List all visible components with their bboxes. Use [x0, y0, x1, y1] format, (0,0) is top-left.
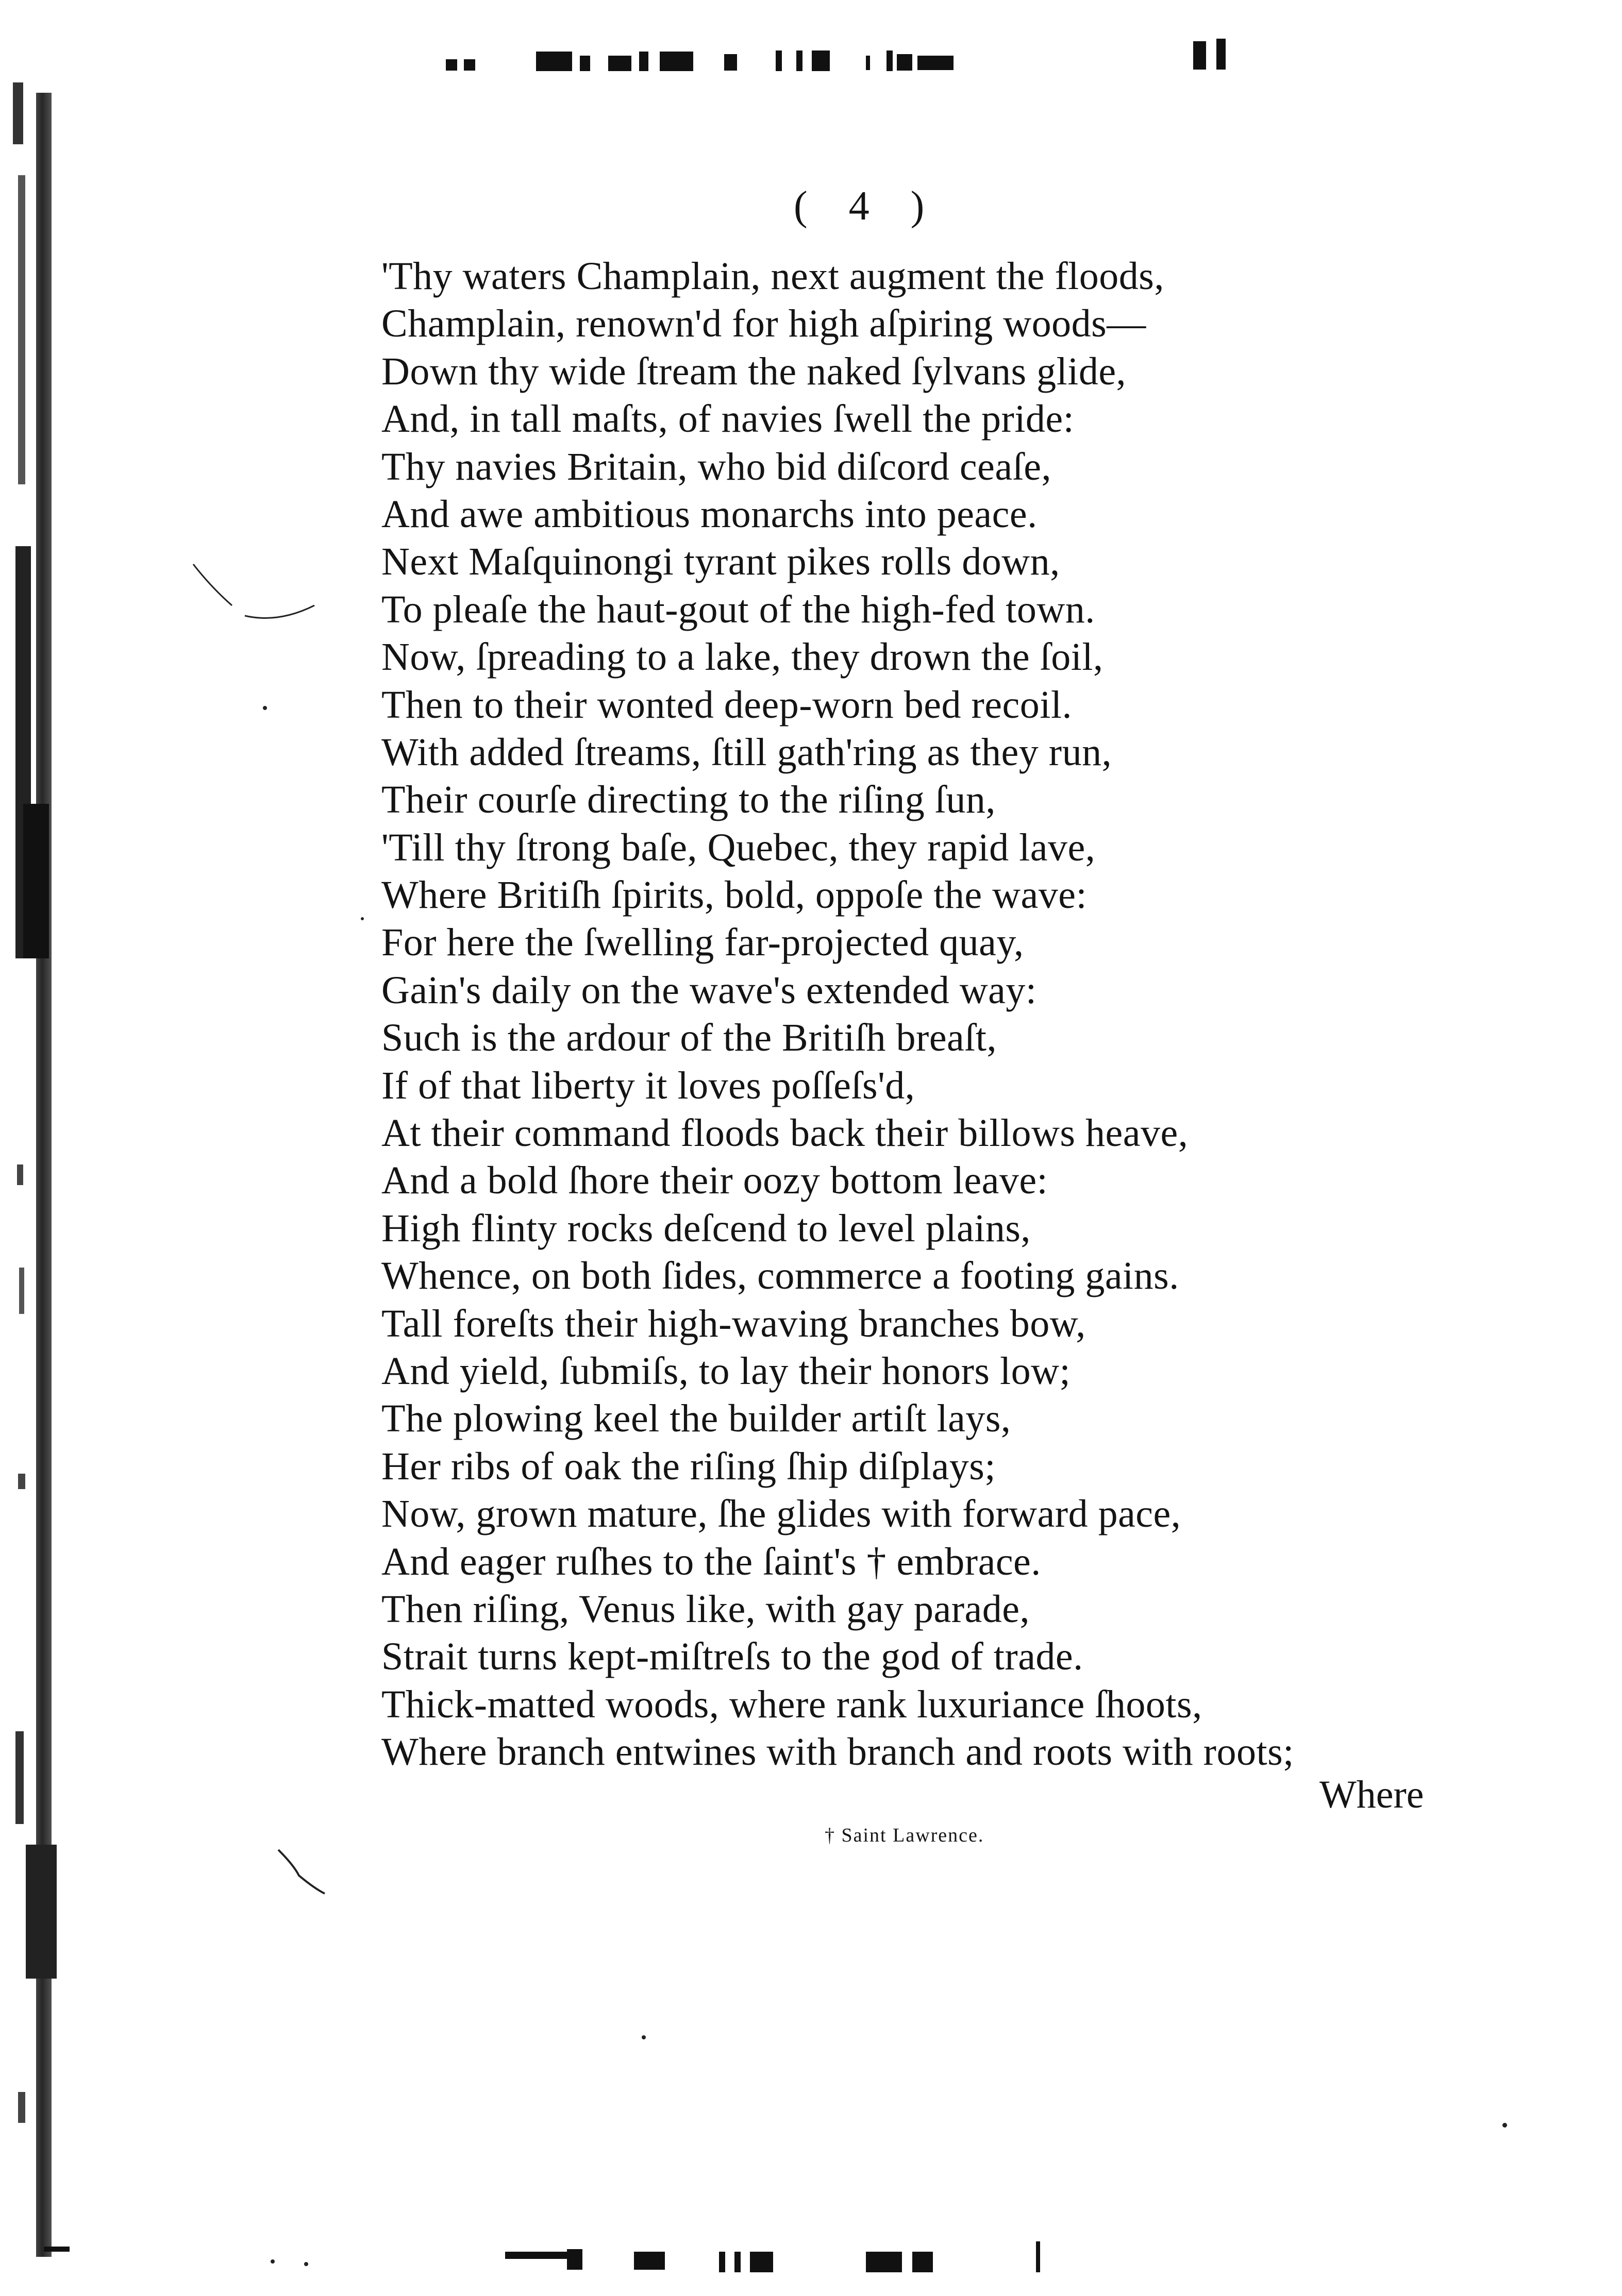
poem-line: Tall foreſts their high-waving branches bow,	[381, 1302, 1086, 1345]
scan-artifact-bottom	[1036, 2241, 1040, 2272]
poem-line: And a bold ſhore their oozy bottom leave:	[381, 1159, 1048, 1203]
poem-line: 'Thy waters Champlain, next augment the floods,	[381, 255, 1164, 298]
scan-artifact-bottom	[734, 2252, 741, 2272]
poem-line: Champlain, renown'd for high aſpiring woods—	[381, 302, 1146, 346]
scan-artifact-bottom	[912, 2252, 933, 2272]
scan-speck	[263, 706, 267, 710]
scan-speck	[271, 2259, 275, 2264]
scan-speck	[642, 2035, 646, 2039]
poem-line: Thick-matted woods, where rank luxuriance ſhoots,	[381, 1682, 1202, 1726]
poem-line: And awe ambitious monarchs into peace.	[381, 492, 1038, 536]
scan-artifact-top	[660, 52, 693, 71]
poem-line: Her ribs of oak the riſing ſhip diſplays;	[381, 1444, 996, 1488]
poem-line: The plowing keel the builder artiſt lays,	[381, 1397, 1011, 1441]
scan-artifact-top	[446, 59, 457, 71]
poem-text	[381, 252, 1541, 1776]
scan-artifact-top	[776, 50, 782, 71]
poem-line: For here the ſwelling far-projected quay,	[381, 921, 1024, 965]
poem-line: And eager ruſhes to the ſaint's † embrace.	[381, 1540, 1041, 1583]
poem-line: And, in tall maſts, of navies ſwell the pride:	[381, 397, 1075, 441]
scan-speck	[1502, 2123, 1507, 2128]
pencil-mark	[191, 556, 325, 639]
scan-artifact-top	[1193, 41, 1206, 70]
catchword: Where	[1319, 1773, 1424, 1816]
footnote: † Saint Lawrence.	[825, 1825, 984, 1846]
scan-artifact-top	[724, 54, 737, 71]
poem-line: Then to their wonted deep-worn bed recoil.	[381, 683, 1072, 727]
scan-artifact-top	[1216, 39, 1226, 70]
poem-line: Where branch entwines with branch and roots with roots;	[381, 1730, 1294, 1774]
page-number: ( 4 )	[794, 183, 940, 229]
scan-artifact-top	[580, 56, 590, 71]
poem-line: Then riſing, Venus like, with gay parade,	[381, 1587, 1030, 1631]
scan-artifact-top	[866, 56, 870, 70]
poem-line: If of that liberty it loves poſſeſs'd,	[381, 1063, 915, 1107]
poem-line: Now, ſpreading to a lake, they drown the ſoil,	[381, 635, 1103, 679]
poem-line: To pleaſe the haut-gout of the high-fed town.	[381, 587, 1095, 631]
poem-line: Down thy wide ſtream the naked ſylvans glide,	[381, 349, 1127, 393]
scan-artifact-top	[608, 56, 631, 71]
scan-artifact-top	[464, 59, 475, 71]
poem-line: Now, grown mature, ſhe glides with forward pace,	[381, 1492, 1181, 1536]
scan-artifact-top	[897, 54, 912, 71]
scan-speck	[361, 917, 364, 920]
scan-artifact-bottom	[750, 2252, 773, 2272]
binding-shadow	[13, 82, 70, 2272]
scan-artifact-top	[887, 50, 893, 71]
poem-line: And yield, ſubmiſs, to lay their honors low;	[381, 1349, 1071, 1393]
scan-artifact-bottom	[634, 2252, 665, 2270]
scan-artifact-top	[639, 52, 648, 71]
poem-line: With added ſtreams, ſtill gath'ring as they run,	[381, 730, 1112, 774]
poem-line: 'Till thy ſtrong baſe, Quebec, they rapid lave,	[381, 825, 1096, 869]
poem-line: Strait turns kept-miſtreſs to the god of trade.	[381, 1635, 1083, 1679]
poem-line: At their command floods back their billows heave,	[381, 1111, 1189, 1155]
scan-artifact-bottom	[719, 2252, 725, 2272]
scan-artifact-bottom	[567, 2249, 582, 2270]
poem-line: Whence, on both ſides, commerce a footing gains.	[381, 1254, 1179, 1298]
scan-artifact-top	[796, 50, 802, 71]
poem-line: Their courſe directing to the riſing ſun,	[381, 778, 996, 822]
scan-artifact-top	[917, 56, 954, 70]
scan-artifact-top	[812, 50, 830, 71]
poem-line: Gain's daily on the wave's extended way:	[381, 968, 1037, 1012]
poem-line: Next Maſquinongi tyrant pikes rolls down,	[381, 540, 1060, 584]
pencil-mark	[273, 1845, 335, 1906]
scan-speck	[304, 2262, 308, 2266]
poem-line: Thy navies Britain, who bid diſcord ceaſe,	[381, 445, 1051, 488]
poem-line: Such is the ardour of the Britiſh breaſt,	[381, 1016, 997, 1060]
scan-artifact-top	[536, 52, 572, 71]
poem-line: Where Britiſh ſpirits, bold, oppoſe the wave:	[381, 873, 1088, 917]
scan-artifact-bottom	[866, 2252, 902, 2272]
poem-line: High flinty rocks deſcend to level plains,	[381, 1206, 1031, 1250]
